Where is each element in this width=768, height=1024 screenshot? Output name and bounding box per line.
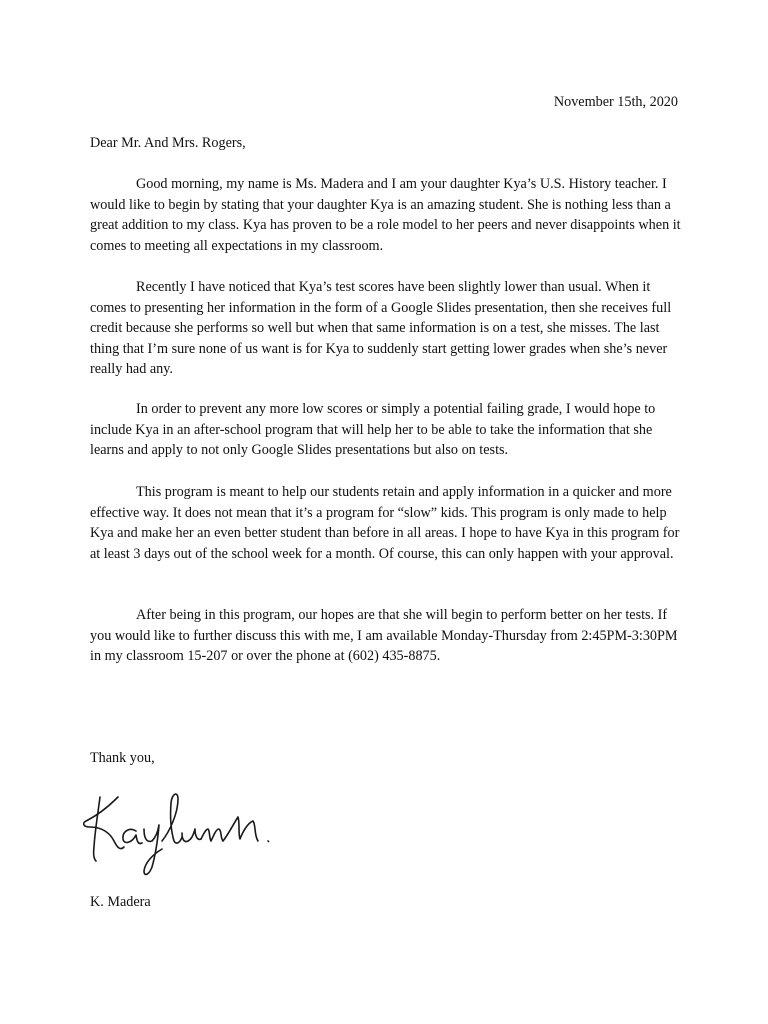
handwritten-signature (78, 775, 288, 885)
letter-date: November 15th, 2020 (553, 94, 678, 110)
body-paragraph-3: In order to prevent any more low scores or simply a potential failing grade, I would hope to include Kya in an after-school program that will help her to be able to take the information that she learns and apply to not only Google Slides presentations but also on tests. (90, 401, 656, 459)
body-paragraph-4: This program is meant to help our students retain and apply information in a quicker and more effective way. It does not mean that it’s a program for “slow” kids. This program is only made to help Kya and make her an even better student than before in all areas. I hope to have Kya in this program for at least 3 days out of the school week for a month. Of course, this can only happen with your approval. (90, 484, 680, 562)
salutation: Dear Mr. And Mrs. Rogers, (90, 135, 246, 151)
body-paragraph-5: After being in this program, our hopes are that she will begin to perform better on her tests. If you would like to further discuss this with me, I am available Monday-Thursday from 2:45PM-3:30PM in my classroom 15-207 or over the phone at (602) 435-8875. (90, 607, 678, 665)
body-paragraph-1: Good morning, my name is Ms. Madera and I am your daughter Kya’s U.S. History teacher. I would like to begin by stating that your daughter Kya is an amazing student. She is nothing less than a great addition to my class. Kya has proven to be a role model to her peers and never disappoints when it comes to meeting all expectations in my classroom. (90, 176, 681, 254)
signer-name: K. Madera (90, 894, 151, 910)
body-paragraph-2: Recently I have noticed that Kya’s test scores have been slightly lower than usual. When it comes to presenting her information in the form of a Google Slides presentation, then she receives full credit because she performs so well but when that same information is on a test, she misses. The last thing that I’m sure none of us want is for Kya to suddenly start getting lower grades when she’s never really had any. (90, 279, 672, 378)
closing: Thank you, (90, 750, 155, 766)
